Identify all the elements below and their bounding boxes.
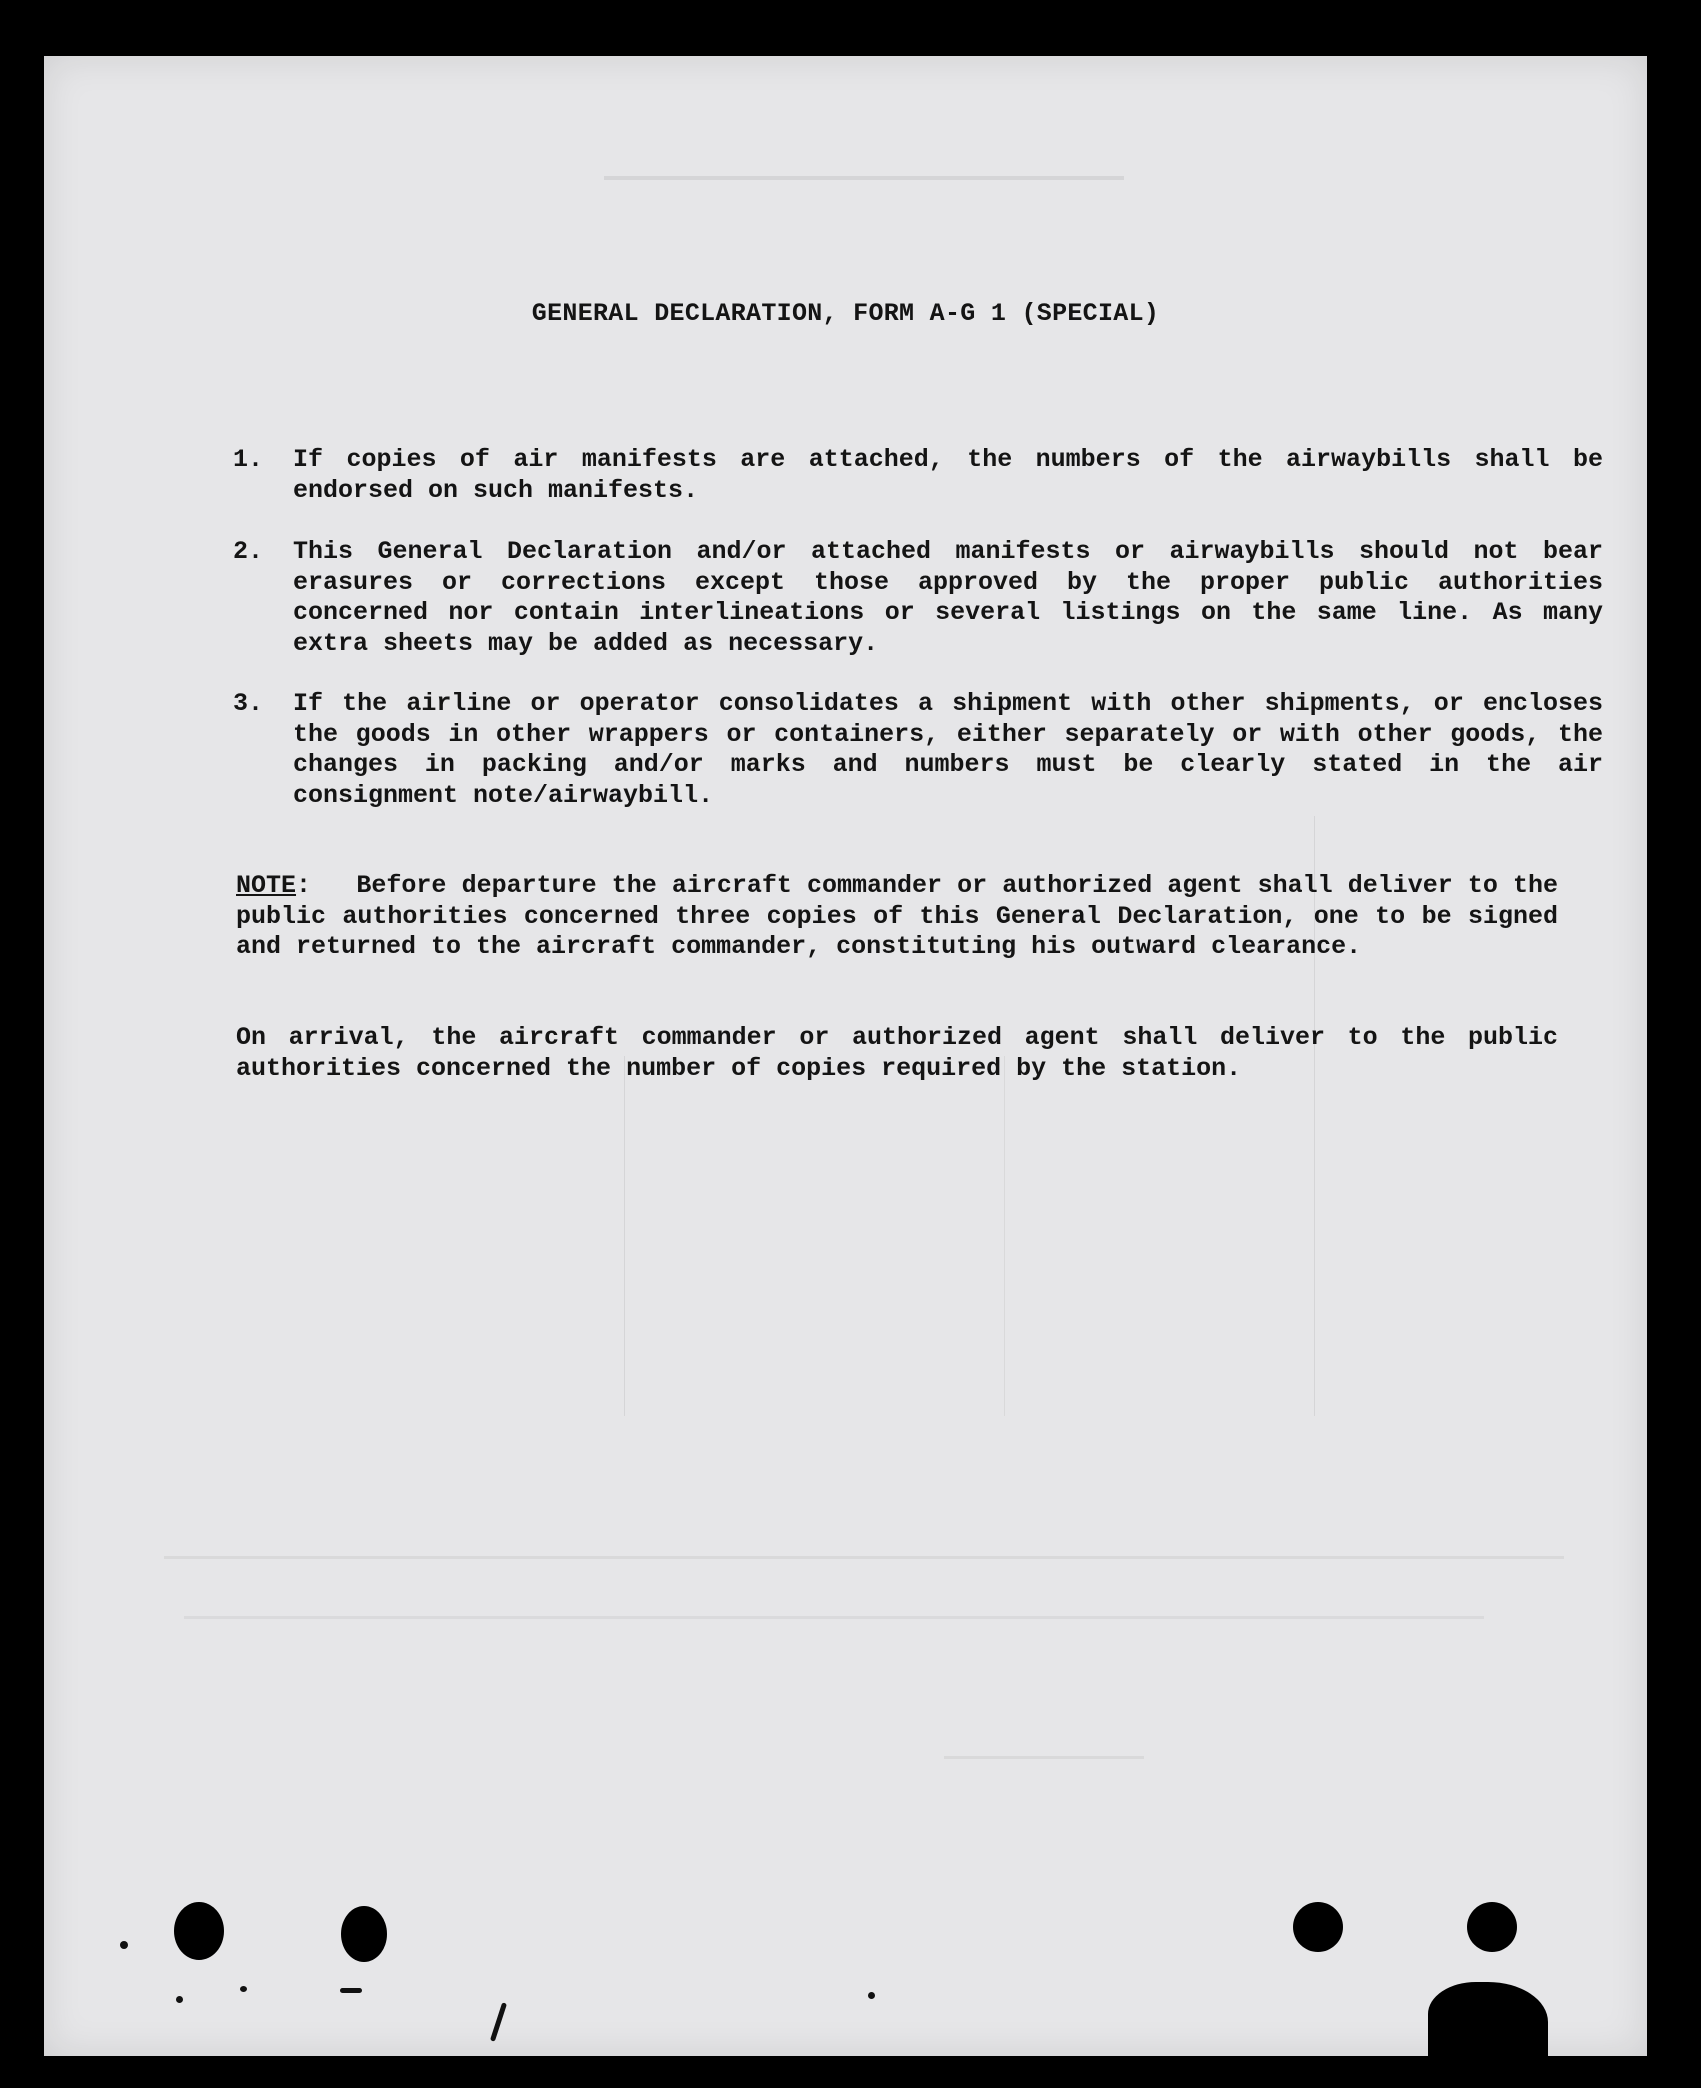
document-body [44,56,1647,2056]
torn-corner [1428,1982,1548,2062]
list-item-number: 3. [233,689,264,718]
list-item-number: 2. [233,537,264,566]
note-separator: : [296,871,312,900]
arrival-paragraph: On arrival, the aircraft commander or authorized agent shall deliver to the public authorities concerned the number of copies required by the station. [236,1023,1558,1083]
scan-speck [340,1988,362,1993]
list-item-text: This General Declaration and/or attached manifests or airwaybills should not bear erasures or corrections except those approved by the proper public authorities concerned nor contain interlineations or several listings on the same line. As many extra sheets may be added as necessary. [293,537,1603,658]
note-paragraph [236,871,1558,963]
scan-speck [240,1986,247,1992]
punch-hole [1293,1902,1343,1952]
document-title: GENERAL DECLARATION, FORM A-G 1 (SPECIAL) [531,299,1160,328]
punch-hole [341,1906,387,1962]
list-item-text: If the airline or operator consolidates a shipment with other shipments, or encloses the goods in other wrappers or containers, either separately or with other goods, the changes in packing and/or marks and numbers must be clearly stated in the air consignment note/airwaybill. [293,689,1603,810]
document-page [44,56,1647,2056]
scan-speck [868,1992,875,1999]
note-text: Before departure the aircraft commander or authorized agent shall deliver to the public authorities concerned three copies of this General Declaration, one to be signed and returned to the aircraft commander, constituting his outward clearance. [236,871,1558,961]
punch-hole [174,1902,224,1960]
note-label: NOTE [236,871,297,900]
scan-speck [176,1996,183,2003]
punch-hole [1467,1902,1517,1952]
list-item-text: If copies of air manifests are attached, the numbers of the airwaybills shall be endorsed on such manifests. [293,445,1603,505]
scan-speck [120,1941,128,1949]
list-item-number: 1. [233,445,264,474]
